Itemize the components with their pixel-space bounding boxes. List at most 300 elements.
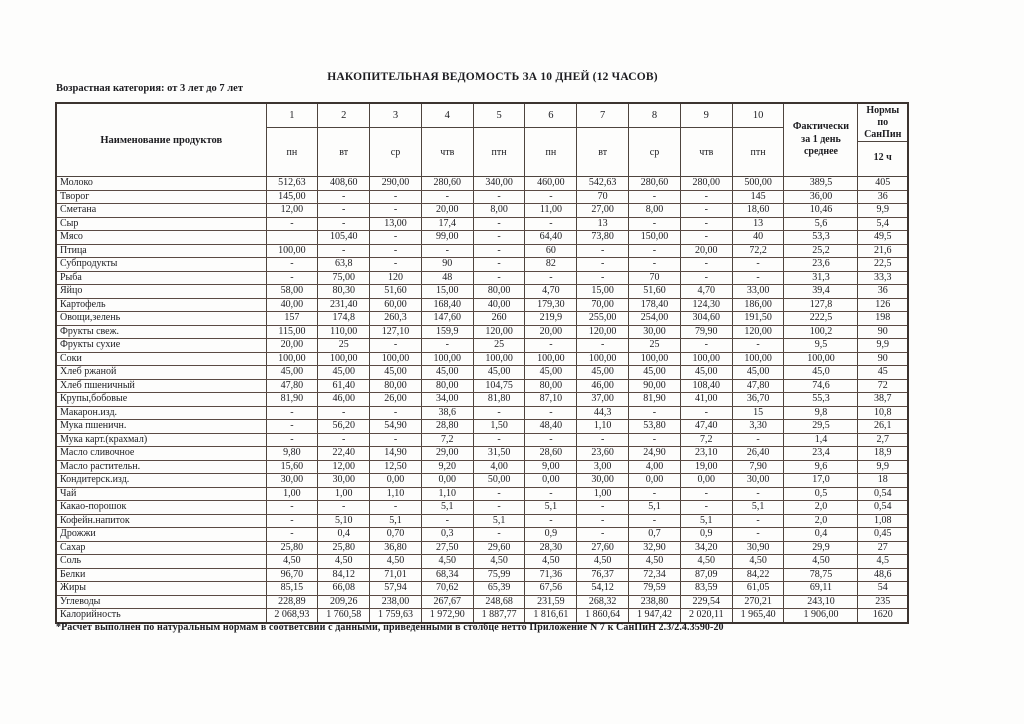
day-value-cell: 23,10 bbox=[680, 447, 732, 461]
product-name-cell: Сахар bbox=[56, 541, 266, 555]
product-name-cell: Мука карт.(крахмал) bbox=[56, 433, 266, 447]
day-value-cell: - bbox=[525, 487, 577, 501]
day-value-cell: 104,75 bbox=[473, 379, 525, 393]
day-value-cell: 4,50 bbox=[680, 555, 732, 569]
day-value-cell: 4,50 bbox=[318, 555, 370, 569]
day-value-cell: 159,9 bbox=[421, 325, 473, 339]
product-name-cell: Крупы,бобовые bbox=[56, 393, 266, 407]
avg-value-cell: 23,4 bbox=[784, 447, 858, 461]
day-value-cell: 70,00 bbox=[577, 298, 629, 312]
day-value-cell: 30,00 bbox=[577, 474, 629, 488]
day-value-cell: - bbox=[318, 501, 370, 515]
day-value-cell: 1 760,58 bbox=[318, 609, 370, 623]
day-value-cell: 61,40 bbox=[318, 379, 370, 393]
day-name-header: вт bbox=[318, 128, 370, 177]
product-name-cell: Какао-порошок bbox=[56, 501, 266, 515]
day-value-cell: 231,59 bbox=[525, 595, 577, 609]
day-value-cell: 267,67 bbox=[421, 595, 473, 609]
day-value-cell: 85,15 bbox=[266, 582, 318, 596]
day-value-cell: 4,50 bbox=[473, 555, 525, 569]
day-value-cell: - bbox=[421, 190, 473, 204]
day-name-header: пн bbox=[525, 128, 577, 177]
day-value-cell: 4,50 bbox=[577, 555, 629, 569]
avg-value-cell: 9,6 bbox=[784, 460, 858, 474]
product-name-cell: Молоко bbox=[56, 177, 266, 191]
day-value-cell: 290,00 bbox=[370, 177, 422, 191]
day-number-header: 4 bbox=[421, 103, 473, 128]
product-name-cell: Субпродукты bbox=[56, 258, 266, 272]
day-value-cell: 15,00 bbox=[421, 285, 473, 299]
day-value-cell: 15 bbox=[732, 406, 784, 420]
day-value-cell: 13,00 bbox=[370, 217, 422, 231]
day-value-cell: - bbox=[473, 217, 525, 231]
avg-value-cell: 31,3 bbox=[784, 271, 858, 285]
table-row bbox=[56, 231, 908, 245]
day-value-cell: - bbox=[370, 433, 422, 447]
day-value-cell: - bbox=[577, 258, 629, 272]
norm-column-header bbox=[858, 103, 908, 177]
day-value-cell: - bbox=[680, 271, 732, 285]
avg-value-cell: 1 906,00 bbox=[784, 609, 858, 623]
day-value-cell: 5,1 bbox=[525, 501, 577, 515]
avg-value-cell: 2,0 bbox=[784, 501, 858, 515]
day-value-cell: 219,9 bbox=[525, 312, 577, 326]
day-value-cell: 1 965,40 bbox=[732, 609, 784, 623]
day-value-cell: 0,00 bbox=[629, 474, 681, 488]
product-name-cell: Мука пшеничн. bbox=[56, 420, 266, 434]
norm-value-cell: 405 bbox=[858, 177, 908, 191]
day-value-cell: - bbox=[629, 487, 681, 501]
avg-value-cell: 74,6 bbox=[784, 379, 858, 393]
day-value-cell: 45,00 bbox=[473, 366, 525, 380]
day-value-cell: 120 bbox=[370, 271, 422, 285]
day-value-cell: 28,60 bbox=[525, 447, 577, 461]
day-value-cell: 84,12 bbox=[318, 568, 370, 582]
day-value-cell: 5,1 bbox=[370, 514, 422, 528]
day-value-cell: 12,50 bbox=[370, 460, 422, 474]
day-value-cell: - bbox=[318, 190, 370, 204]
day-value-cell: 4,50 bbox=[370, 555, 422, 569]
avg-value-cell: 29,5 bbox=[784, 420, 858, 434]
table-row bbox=[56, 528, 908, 542]
day-value-cell: 60,00 bbox=[370, 298, 422, 312]
day-value-cell: - bbox=[318, 406, 370, 420]
day-name-header: чтв bbox=[680, 128, 732, 177]
table-body bbox=[56, 177, 908, 623]
day-value-cell: 4,50 bbox=[629, 555, 681, 569]
norm-value-cell: 126 bbox=[858, 298, 908, 312]
day-value-cell: 280,00 bbox=[680, 177, 732, 191]
day-value-cell: 70 bbox=[629, 271, 681, 285]
day-value-cell: - bbox=[629, 190, 681, 204]
norm-value-cell: 4,5 bbox=[858, 555, 908, 569]
table-row bbox=[56, 244, 908, 258]
day-value-cell: - bbox=[629, 406, 681, 420]
table-row bbox=[56, 447, 908, 461]
norm-value-cell: 0,54 bbox=[858, 501, 908, 515]
day-value-cell: 75,99 bbox=[473, 568, 525, 582]
day-value-cell: 1 816,61 bbox=[525, 609, 577, 623]
day-value-cell: 3,00 bbox=[577, 460, 629, 474]
age-category-label: Возрастная категория: от 3 лет до 7 лет bbox=[56, 83, 243, 94]
day-value-cell: 76,37 bbox=[577, 568, 629, 582]
day-value-cell: 73,80 bbox=[577, 231, 629, 245]
day-value-cell: - bbox=[473, 433, 525, 447]
day-value-cell: 57,94 bbox=[370, 582, 422, 596]
table-row bbox=[56, 460, 908, 474]
day-value-cell: 17,4 bbox=[421, 217, 473, 231]
product-name-cell: Кондитерск.изд. bbox=[56, 474, 266, 488]
product-name-cell: Соки bbox=[56, 352, 266, 366]
day-value-cell: 4,70 bbox=[680, 285, 732, 299]
product-name-cell: Кофейн.напиток bbox=[56, 514, 266, 528]
day-value-cell: 34,00 bbox=[421, 393, 473, 407]
product-name-cell: Жиры bbox=[56, 582, 266, 596]
day-value-cell: 28,30 bbox=[525, 541, 577, 555]
day-value-cell: 1,10 bbox=[421, 487, 473, 501]
day-value-cell: 27,50 bbox=[421, 541, 473, 555]
day-value-cell: 33,00 bbox=[732, 285, 784, 299]
day-number-header: 8 bbox=[629, 103, 681, 128]
table-row bbox=[56, 339, 908, 353]
norm-header-label: Нормы по СанПин bbox=[864, 104, 902, 140]
norm-value-cell: 0,54 bbox=[858, 487, 908, 501]
day-value-cell: 260,3 bbox=[370, 312, 422, 326]
day-number-header: 7 bbox=[577, 103, 629, 128]
norm-value-cell: 36 bbox=[858, 190, 908, 204]
day-value-cell: - bbox=[525, 339, 577, 353]
day-value-cell: 72,2 bbox=[732, 244, 784, 258]
day-value-cell: - bbox=[370, 258, 422, 272]
day-value-cell: - bbox=[421, 514, 473, 528]
cumulative-statement-table-wrap bbox=[55, 102, 909, 624]
norm-value-cell: 1620 bbox=[858, 609, 908, 623]
norm-value-cell: 2,7 bbox=[858, 433, 908, 447]
day-value-cell: 27,60 bbox=[577, 541, 629, 555]
day-value-cell: 80,00 bbox=[473, 285, 525, 299]
day-value-cell: 63,8 bbox=[318, 258, 370, 272]
day-value-cell: 542,63 bbox=[577, 177, 629, 191]
day-value-cell: - bbox=[732, 271, 784, 285]
avg-value-cell: 78,75 bbox=[784, 568, 858, 582]
day-value-cell: 48,40 bbox=[525, 420, 577, 434]
table-row bbox=[56, 609, 908, 623]
day-name-header: пн bbox=[266, 128, 318, 177]
norm-value-cell: 21,6 bbox=[858, 244, 908, 258]
avg-value-cell: 243,10 bbox=[784, 595, 858, 609]
day-value-cell: 37,00 bbox=[577, 393, 629, 407]
day-value-cell: 100,00 bbox=[266, 352, 318, 366]
avg-value-cell: 0,4 bbox=[784, 528, 858, 542]
day-value-cell: 1 972,90 bbox=[421, 609, 473, 623]
day-value-cell: 79,59 bbox=[629, 582, 681, 596]
day-value-cell: 25 bbox=[318, 339, 370, 353]
day-value-cell: - bbox=[732, 514, 784, 528]
day-value-cell: 61,05 bbox=[732, 582, 784, 596]
day-value-cell: - bbox=[370, 204, 422, 218]
day-value-cell: 79,90 bbox=[680, 325, 732, 339]
day-value-cell: - bbox=[577, 433, 629, 447]
day-value-cell: 30,00 bbox=[318, 474, 370, 488]
day-value-cell: 8,00 bbox=[473, 204, 525, 218]
day-value-cell: - bbox=[525, 433, 577, 447]
product-name-cell: Яйцо bbox=[56, 285, 266, 299]
day-value-cell: 45,00 bbox=[732, 366, 784, 380]
norm-value-cell: 18,9 bbox=[858, 447, 908, 461]
product-name-cell: Хлеб пшеничный bbox=[56, 379, 266, 393]
table-row bbox=[56, 433, 908, 447]
day-value-cell: - bbox=[370, 501, 422, 515]
day-value-cell: - bbox=[473, 501, 525, 515]
day-value-cell bbox=[266, 231, 318, 245]
norm-value-cell: 54 bbox=[858, 582, 908, 596]
day-value-cell: 45,00 bbox=[680, 366, 732, 380]
day-value-cell: 229,54 bbox=[680, 595, 732, 609]
day-value-cell: 87,10 bbox=[525, 393, 577, 407]
day-value-cell: 228,89 bbox=[266, 595, 318, 609]
day-value-cell: 500,00 bbox=[732, 177, 784, 191]
day-value-cell: 60 bbox=[525, 244, 577, 258]
avg-value-cell: 45,0 bbox=[784, 366, 858, 380]
table-row bbox=[56, 568, 908, 582]
table-row bbox=[56, 393, 908, 407]
day-value-cell: - bbox=[732, 487, 784, 501]
day-value-cell: 168,40 bbox=[421, 298, 473, 312]
norm-value-cell: 38,7 bbox=[858, 393, 908, 407]
avg-value-cell: 9,5 bbox=[784, 339, 858, 353]
day-value-cell: 5,1 bbox=[421, 501, 473, 515]
day-value-cell: 47,80 bbox=[732, 379, 784, 393]
day-value-cell: 70,62 bbox=[421, 582, 473, 596]
day-value-cell: - bbox=[473, 271, 525, 285]
day-value-cell: 4,50 bbox=[266, 555, 318, 569]
day-value-cell: 32,90 bbox=[629, 541, 681, 555]
day-value-cell: 45,00 bbox=[577, 366, 629, 380]
day-number-header: 9 bbox=[680, 103, 732, 128]
day-value-cell: 11,00 bbox=[525, 204, 577, 218]
day-value-cell: 100,00 bbox=[525, 352, 577, 366]
day-value-cell: 56,20 bbox=[318, 420, 370, 434]
day-value-cell: 100,00 bbox=[577, 352, 629, 366]
day-value-cell: - bbox=[370, 244, 422, 258]
product-name-cell: Птица bbox=[56, 244, 266, 258]
day-value-cell: 54,90 bbox=[370, 420, 422, 434]
table-row bbox=[56, 190, 908, 204]
day-value-cell: 1,10 bbox=[370, 487, 422, 501]
table-row bbox=[56, 258, 908, 272]
norm-value-cell: 49,5 bbox=[858, 231, 908, 245]
day-value-cell: 7,2 bbox=[680, 433, 732, 447]
day-value-cell: 100,00 bbox=[266, 244, 318, 258]
cumulative-statement-table bbox=[55, 102, 909, 624]
day-value-cell: 28,80 bbox=[421, 420, 473, 434]
day-value-cell: - bbox=[577, 244, 629, 258]
table-row bbox=[56, 177, 908, 191]
table-row bbox=[56, 474, 908, 488]
day-value-cell: 100,00 bbox=[318, 352, 370, 366]
day-value-cell: 1 887,77 bbox=[473, 609, 525, 623]
day-value-cell: - bbox=[680, 258, 732, 272]
day-value-cell: 127,10 bbox=[370, 325, 422, 339]
day-value-cell: 248,68 bbox=[473, 595, 525, 609]
day-value-cell: - bbox=[473, 528, 525, 542]
day-value-cell: 47,40 bbox=[680, 420, 732, 434]
day-value-cell: - bbox=[577, 501, 629, 515]
day-value-cell: 100,00 bbox=[421, 352, 473, 366]
day-number-header: 3 bbox=[370, 103, 422, 128]
day-value-cell: 1,10 bbox=[577, 420, 629, 434]
table-row bbox=[56, 325, 908, 339]
day-value-cell: 100,00 bbox=[732, 352, 784, 366]
day-value-cell: 82 bbox=[525, 258, 577, 272]
day-value-cell: - bbox=[473, 190, 525, 204]
day-value-cell: 147,60 bbox=[421, 312, 473, 326]
day-value-cell: 26,00 bbox=[370, 393, 422, 407]
day-value-cell: - bbox=[525, 271, 577, 285]
day-value-cell: 5,1 bbox=[680, 514, 732, 528]
day-value-cell: - bbox=[525, 190, 577, 204]
day-value-cell: 5,10 bbox=[318, 514, 370, 528]
day-value-cell: - bbox=[629, 514, 681, 528]
day-value-cell: 145,00 bbox=[266, 190, 318, 204]
day-value-cell: 4,00 bbox=[473, 460, 525, 474]
day-value-cell: - bbox=[732, 528, 784, 542]
day-value-cell: - bbox=[732, 258, 784, 272]
day-value-cell: 90,00 bbox=[629, 379, 681, 393]
day-value-cell: 8,00 bbox=[629, 204, 681, 218]
day-value-cell: 13 bbox=[577, 217, 629, 231]
day-value-cell: 51,60 bbox=[370, 285, 422, 299]
avg-value-cell: 222,5 bbox=[784, 312, 858, 326]
table-row bbox=[56, 204, 908, 218]
day-value-cell: 81,90 bbox=[629, 393, 681, 407]
product-name-cell: Хлеб ржаной bbox=[56, 366, 266, 380]
day-value-cell: - bbox=[266, 528, 318, 542]
day-value-cell: 9,20 bbox=[421, 460, 473, 474]
day-value-cell: 145 bbox=[732, 190, 784, 204]
norm-value-cell: 90 bbox=[858, 325, 908, 339]
day-value-cell: - bbox=[473, 487, 525, 501]
day-value-cell: 0,70 bbox=[370, 528, 422, 542]
day-value-cell: 46,00 bbox=[577, 379, 629, 393]
day-value-cell: 40,00 bbox=[266, 298, 318, 312]
table-row bbox=[56, 217, 908, 231]
day-value-cell: 87,09 bbox=[680, 568, 732, 582]
avg-value-cell: 39,4 bbox=[784, 285, 858, 299]
day-value-cell: 4,50 bbox=[525, 555, 577, 569]
table-row bbox=[56, 595, 908, 609]
avg-value-cell: 23,6 bbox=[784, 258, 858, 272]
product-name-cell: Масло растительн. bbox=[56, 460, 266, 474]
avg-value-cell: 0,5 bbox=[784, 487, 858, 501]
day-value-cell: - bbox=[525, 406, 577, 420]
day-value-cell: 408,60 bbox=[318, 177, 370, 191]
day-value-cell: 30,00 bbox=[266, 474, 318, 488]
day-value-cell: 108,40 bbox=[680, 379, 732, 393]
day-name-header: птн bbox=[473, 128, 525, 177]
table-row bbox=[56, 541, 908, 555]
day-value-cell: - bbox=[473, 231, 525, 245]
day-value-cell: 15,60 bbox=[266, 460, 318, 474]
day-value-cell: 36,80 bbox=[370, 541, 422, 555]
norm-value-cell: 26,1 bbox=[858, 420, 908, 434]
day-value-cell: 12,00 bbox=[266, 204, 318, 218]
day-value-cell: 75,00 bbox=[318, 271, 370, 285]
norm-value-cell: 90 bbox=[858, 352, 908, 366]
day-value-cell: 34,20 bbox=[680, 541, 732, 555]
day-value-cell: - bbox=[421, 339, 473, 353]
table-row bbox=[56, 514, 908, 528]
avg-value-cell: 69,11 bbox=[784, 582, 858, 596]
day-value-cell: 178,40 bbox=[629, 298, 681, 312]
day-value-cell: 25 bbox=[629, 339, 681, 353]
day-value-cell: - bbox=[266, 258, 318, 272]
day-value-cell: 0,00 bbox=[421, 474, 473, 488]
day-value-cell: 30,00 bbox=[629, 325, 681, 339]
day-value-cell: 1 759,63 bbox=[370, 609, 422, 623]
day-value-cell: 80,30 bbox=[318, 285, 370, 299]
table-row bbox=[56, 555, 908, 569]
norm-subheader-label: 12 ч bbox=[858, 141, 907, 172]
day-value-cell: 50,00 bbox=[473, 474, 525, 488]
day-value-cell: 12,00 bbox=[318, 460, 370, 474]
day-value-cell: 70 bbox=[577, 190, 629, 204]
day-value-cell: - bbox=[577, 271, 629, 285]
avg-value-cell: 100,00 bbox=[784, 352, 858, 366]
day-value-cell: 100,00 bbox=[680, 352, 732, 366]
day-value-cell: 209,26 bbox=[318, 595, 370, 609]
norm-value-cell: 235 bbox=[858, 595, 908, 609]
day-value-cell: 5,1 bbox=[732, 501, 784, 515]
day-value-cell: 1 947,42 bbox=[629, 609, 681, 623]
day-value-cell: 25,80 bbox=[266, 541, 318, 555]
day-value-cell: 45,00 bbox=[525, 366, 577, 380]
avg-value-cell: 53,3 bbox=[784, 231, 858, 245]
day-value-cell: 40,00 bbox=[473, 298, 525, 312]
day-value-cell: - bbox=[629, 244, 681, 258]
day-value-cell: - bbox=[680, 190, 732, 204]
product-name-cell: Дрожжи bbox=[56, 528, 266, 542]
avg-value-cell: 17,0 bbox=[784, 474, 858, 488]
day-value-cell: 68,34 bbox=[421, 568, 473, 582]
avg-value-cell: 2,0 bbox=[784, 514, 858, 528]
product-name-cell: Белки bbox=[56, 568, 266, 582]
day-value-cell: - bbox=[473, 406, 525, 420]
day-value-cell: 0,00 bbox=[680, 474, 732, 488]
avg-value-cell: 4,50 bbox=[784, 555, 858, 569]
day-value-cell: 0,9 bbox=[680, 528, 732, 542]
header-row-numbers bbox=[56, 103, 908, 128]
day-value-cell: - bbox=[370, 190, 422, 204]
day-name-header: ср bbox=[629, 128, 681, 177]
day-value-cell: 4,50 bbox=[421, 555, 473, 569]
day-value-cell: - bbox=[370, 339, 422, 353]
day-value-cell: 1,00 bbox=[577, 487, 629, 501]
day-value-cell: - bbox=[473, 258, 525, 272]
day-value-cell: - bbox=[318, 204, 370, 218]
day-value-cell: 238,80 bbox=[629, 595, 681, 609]
day-value-cell: 19,00 bbox=[680, 460, 732, 474]
day-value-cell: 4,50 bbox=[732, 555, 784, 569]
table-row bbox=[56, 487, 908, 501]
day-value-cell: 5,1 bbox=[473, 514, 525, 528]
day-value-cell: 20,00 bbox=[421, 204, 473, 218]
day-value-cell: 41,00 bbox=[680, 393, 732, 407]
day-value-cell: 100,00 bbox=[629, 352, 681, 366]
avg-value-cell: 25,2 bbox=[784, 244, 858, 258]
day-name-header: вт bbox=[577, 128, 629, 177]
day-value-cell: 66,08 bbox=[318, 582, 370, 596]
